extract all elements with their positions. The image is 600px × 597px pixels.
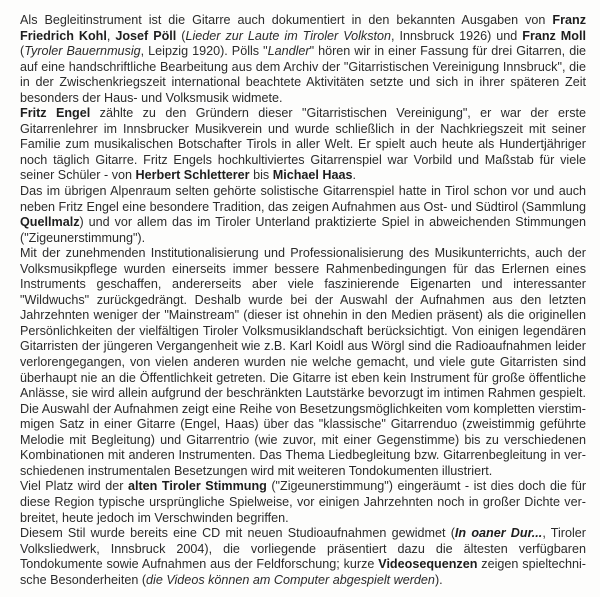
paragraph-institutionalisierung — [20, 246, 586, 479]
text-segment: Viel Platz wird der — [20, 479, 128, 494]
text-segment: , Innsbruck 1926) und — [391, 28, 523, 43]
bold-text: alten Tiroler Stimmung — [127, 479, 267, 494]
text-segment: , — [106, 28, 116, 43]
text-segment: Diesem Stil wurde bereits eine CD mit neuen Studioaufnahmen gewidmet ( — [20, 526, 455, 541]
paragraph-begleitinstrument — [20, 13, 586, 106]
italic-text: Tyroler Bauernmusig — [24, 44, 141, 59]
paragraph-solistisches-spiel — [20, 184, 586, 246]
text-segment: ). — [434, 572, 443, 587]
bold-text: Quellmalz — [20, 215, 80, 230]
bold-text: Franz Friedrich Kohl — [20, 13, 586, 43]
text-segment: Mit der zunehmenden Institutionalisierung und Professionalisierung des Musikunterrichts, auch der Volksmusikpflege wurden einerseits immer bessere Rahmenbedingungen für das Erlernen eines Instruments geschaffen, andererseits aber viele faszinierende Eigenarten und interessanter "Wildwuchs" zurückgedrängt. Deshalb wurde bei der Auswahl der Aufnahmen aus den letzten Jahrzehnten weniger der "Mainstream" (dieser ist ohnehin in den Medien präsent) als die originellen Persönlichkeiten der vielfältigen Tiroler Volksmusiklandschaft berücksichtigt. Von einigen legendären Gitarristen der jüngeren Vergangenheit wie z.B. Karl Koidl aus Wörgl sind die Radioaufnahmen leider verlorengegangen, von vielen anderen wurden nie welche gemacht, und viele gute Gitarristen sind überhaupt nie an die Öffentlichkeit getreten. Die Gitarre ist eben kein Instrument für große öffentliche Anlässe, sie wird allein aufgrund der beschränkten Lautstärke bevorzugt im intimen Rahmen gespielt. Die Auswahl der Aufnahmen zeigt eine Reihe von Besetzungsmöglichkeiten vom kompletten vierstimmigen Satz in einer Gitarre (Engel, Haas) über das "klassische" Gitarrenduo (zweistimmig geführte Melodie mit Begleitung) und Gitarrentrio (wie zuvor, mit einer Gegenstimme) bis zu verschiedenen Kombinationen mit anderen Instrumenten. Das Thema Liedbegleitung bzw. Gitarrenbegleitung in verschiedenen instrumentalen Besetzungen wird mit weiteren Tondokumenten illustriert. — [20, 246, 586, 478]
paragraph-fritz-engel — [20, 106, 586, 184]
paragraph-cd-videosequenzen — [20, 526, 586, 588]
text-segment: " hören wir in einer Fassung für drei Gitarren, die auf eine handschriftliche Bearbeitung aus dem Archiv der "Gitarristischen Vereinigung Innsbruck", die in der Zwischenkriegszeit international beachtete Aktivitäten setzte und sich in ihrer späteren Zeit besonders der Haus- und Volksmusik widmete. — [20, 44, 586, 105]
text-segment: , Tiroler Volksliedwerk, Innsbruck 2004), die vorliegende präsentiert dazu die ältesten verfügbaren Tondokumente sowie Aufnahmen aus der Feldforschung; kurze — [20, 526, 587, 572]
bold-text: Josef Pöll — [115, 28, 177, 43]
bold-text: Franz Moll — [522, 28, 586, 43]
text-segment: Als Begleitinstrument ist die Gitarre auch dokumentiert in den bekannten Ausgaben von — [20, 13, 553, 27]
text-segment: zählte zu den Gründern dieser "Gitarristischen Vereinigung", er war der erste Gitarrenlehrer im Innsbrucker Musikverein und wurde schließlich in der Nachkriegszeit mit seiner Familie zum musikalischen Botschafter Tirols in aller Welt. Er spielt auch heute als Hundertjähriger noch täglich Gitarre. Fritz Engels hochkultiviertes Gitarrenspiel war Vorbild und Maßstab für viele seiner Schüler - von — [20, 106, 587, 183]
bold-text: Fritz Engel — [20, 106, 91, 121]
document-body — [20, 13, 586, 588]
bold-italic-text: In oaner Dur... — [454, 526, 543, 541]
text-segment: , Leipzig 1920). Pölls " — [140, 44, 268, 59]
italic-text: die Videos können am Computer abgespielt werden — [146, 572, 435, 587]
text-segment: ( — [20, 44, 25, 59]
italic-text: Lieder zur Laute im Tiroler Volkston — [185, 28, 392, 43]
text-segment: ) und vor allem das im Tiroler Unterland praktizierte Spiel in abweichenden Stimmungen ("Zigeunerstimmung"). — [20, 215, 586, 245]
italic-text: Landler — [267, 44, 310, 59]
paragraph-alte-tiroler-stimmung — [20, 479, 586, 526]
text-segment: . — [352, 168, 357, 183]
text-segment: ("Zigeunerstimmung") eingeräumt - ist dies doch die für diese Region typische ursprüngliche Spielweise, vor einigen Jahrzehnten noch in großer Dichte verbreitet, heute jedoch im Verschwinden begriffen. — [20, 479, 587, 525]
text-segment: zeigen spieltechnische Besonderheiten ( — [20, 557, 586, 587]
text-segment: ( — [176, 28, 186, 43]
bold-text: Michael Haas — [272, 168, 353, 183]
bold-text: Videosequenzen — [378, 557, 478, 572]
text-segment: bis — [249, 168, 273, 183]
text-segment: Das im übrigen Alpenraum selten gehörte solistische Gitarrenspiel hatte in Tirol schon vor und auch neben Fritz Engel eine besondere Tradition, das zeigen Aufnahmen aus Ost- und Südtirol (Sammlung — [20, 184, 586, 214]
bold-text: Herbert Schletterer — [135, 168, 250, 183]
